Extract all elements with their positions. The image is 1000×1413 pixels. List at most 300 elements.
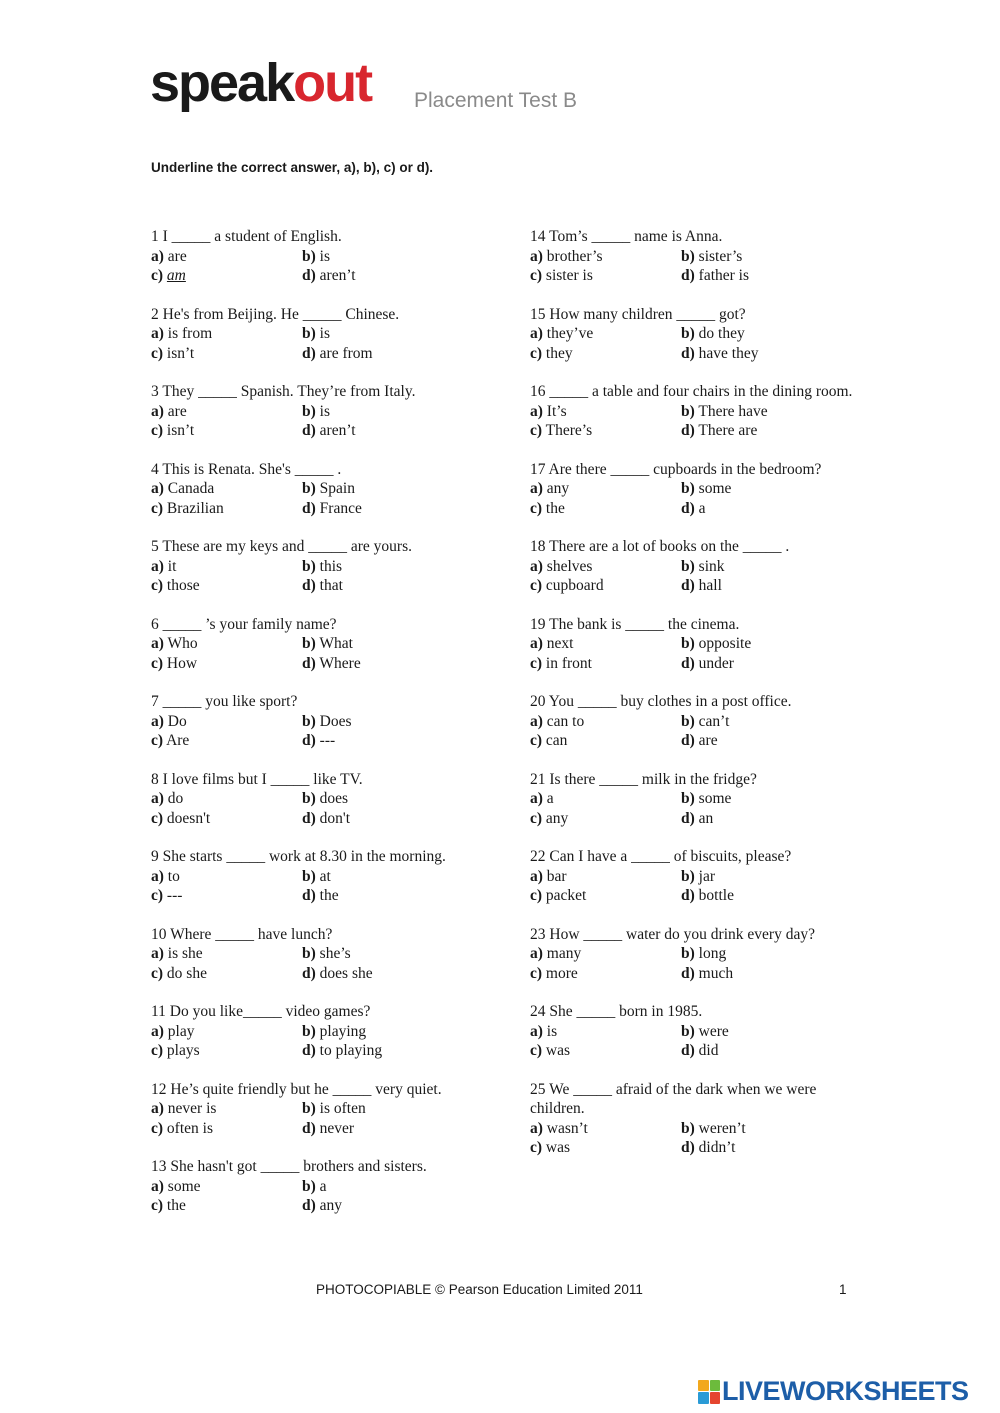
answer-option-c[interactable]: [151, 1041, 302, 1061]
option-letter: b): [302, 945, 316, 962]
question-item: [151, 305, 481, 364]
option-text: Brazilian: [166, 499, 224, 517]
question-stem: 6 _____ ’s your family name?: [151, 615, 337, 633]
answer-option-a[interactable]: [530, 944, 681, 964]
answer-option-a[interactable]: [530, 1022, 681, 1042]
option-letter: a): [530, 1119, 543, 1137]
answer-option-c[interactable]: [151, 964, 302, 984]
option-text: sister’s: [698, 247, 743, 265]
option-letter: c): [530, 809, 543, 827]
option-text: sink: [698, 557, 725, 575]
option-text: didn’t: [698, 1139, 736, 1156]
answer-option-a[interactable]: [151, 1099, 302, 1119]
question-item: [151, 692, 481, 751]
option-text: in front: [545, 654, 592, 672]
option-text: jar: [698, 867, 716, 885]
question-item: [151, 1157, 481, 1216]
option-text: can’t: [698, 712, 730, 730]
answer-option-d[interactable]: [681, 344, 851, 364]
option-text: does she: [319, 964, 373, 982]
option-letter: a): [530, 635, 543, 652]
answer-options: [151, 247, 481, 286]
answer-option-b[interactable]: [302, 247, 472, 267]
option-text: Do: [167, 712, 187, 730]
answer-option-c[interactable]: [530, 1041, 681, 1061]
answer-option-b[interactable]: [681, 1022, 851, 1042]
option-text: bar: [546, 867, 567, 885]
question-stem: 11 Do you like_____ video games?: [151, 1003, 371, 1020]
option-letter: a): [530, 557, 543, 575]
answer-option-b[interactable]: [302, 1099, 472, 1119]
answer-option-b[interactable]: [681, 1119, 851, 1139]
answer-option-a[interactable]: [530, 479, 681, 499]
option-text: more: [545, 964, 578, 982]
answer-option-c[interactable]: [151, 886, 302, 906]
answer-option-a[interactable]: [151, 944, 302, 964]
answer-option-b[interactable]: [681, 867, 851, 887]
answer-options: [530, 944, 860, 983]
answer-option-d[interactable]: [302, 886, 472, 906]
answer-option-a[interactable]: [151, 789, 302, 809]
option-letter: c): [151, 1197, 164, 1214]
option-text: opposite: [698, 635, 752, 652]
option-letter: d): [302, 809, 316, 827]
option-letter: d): [681, 1042, 695, 1059]
option-letter: b): [302, 1100, 316, 1117]
page-subtitle: Placement Test B: [414, 89, 578, 112]
option-text: do she: [166, 964, 207, 982]
question-item: [530, 925, 860, 984]
answer-options: [530, 1022, 860, 1061]
option-letter: c): [530, 654, 543, 672]
option-text: is: [319, 325, 331, 342]
option-text: some: [698, 790, 732, 807]
option-text: is she: [167, 945, 203, 962]
answer-options: [151, 479, 481, 518]
option-text: There’s: [545, 422, 593, 439]
answer-option-b[interactable]: [681, 557, 851, 577]
option-letter: d): [302, 344, 316, 362]
option-text: did: [698, 1042, 719, 1059]
question-stem: 10 Where _____ have lunch?: [151, 925, 333, 943]
option-text: can: [545, 732, 568, 749]
answer-option-a[interactable]: [151, 867, 302, 887]
option-text: aren’t: [319, 422, 356, 439]
answer-option-b[interactable]: [681, 247, 851, 267]
option-letter: d): [302, 422, 316, 439]
logo-tile: [698, 1380, 709, 1392]
answer-option-b[interactable]: [302, 402, 472, 422]
option-text: next: [546, 635, 574, 652]
answer-option-a[interactable]: [151, 402, 302, 422]
option-letter: d): [681, 964, 695, 982]
option-text: Spain: [319, 480, 355, 497]
option-letter: d): [681, 887, 695, 904]
answer-option-b[interactable]: [681, 634, 851, 654]
answer-option-d[interactable]: [681, 809, 851, 829]
answer-option-c[interactable]: [530, 886, 681, 906]
option-text: weren’t: [698, 1119, 746, 1137]
answer-option-d[interactable]: [681, 654, 851, 674]
answer-option-d[interactable]: [302, 576, 472, 596]
option-letter: a): [151, 1022, 164, 1040]
option-text: some: [167, 1177, 201, 1195]
option-text: wasn’t: [546, 1119, 588, 1137]
option-letter: b): [681, 1022, 695, 1040]
answer-options: [530, 634, 860, 673]
answer-option-a[interactable]: [530, 1119, 681, 1139]
answer-option-c[interactable]: [530, 964, 681, 984]
option-letter: c): [530, 1042, 543, 1059]
option-letter: b): [302, 635, 316, 652]
answer-option-c[interactable]: [530, 344, 681, 364]
option-text: those: [166, 577, 200, 594]
option-text: they’ve: [546, 325, 594, 342]
answer-option-b[interactable]: [681, 789, 851, 809]
option-text: brother’s: [546, 247, 603, 265]
option-letter: d): [302, 1042, 316, 1059]
answer-option-d[interactable]: [681, 266, 851, 286]
answer-option-d[interactable]: [302, 1196, 472, 1216]
question-item: [151, 227, 481, 286]
answer-options: [151, 1099, 481, 1138]
answer-option-d[interactable]: [302, 731, 472, 751]
answer-options: [151, 402, 481, 441]
answer-options: [530, 712, 860, 751]
answer-option-d[interactable]: [302, 1041, 472, 1061]
answer-option-c[interactable]: [151, 731, 302, 751]
option-letter: c): [530, 732, 543, 749]
answer-option-c[interactable]: [151, 344, 302, 364]
answer-option-c[interactable]: [530, 654, 681, 674]
answer-option-d[interactable]: [302, 809, 472, 829]
answer-option-a[interactable]: [151, 712, 302, 732]
question-stem: 17 Are there _____ cupboards in the bedroom?: [530, 460, 822, 478]
option-text: plays: [166, 1042, 200, 1059]
answer-option-c[interactable]: [151, 1196, 302, 1216]
option-text: that: [319, 577, 343, 594]
option-letter: b): [302, 557, 316, 575]
option-text: father is: [698, 267, 750, 284]
option-text: packet: [545, 887, 587, 904]
option-letter: b): [681, 247, 695, 265]
answer-option-d[interactable]: [681, 886, 851, 906]
option-letter: d): [681, 654, 695, 672]
option-letter: c): [151, 654, 164, 672]
answer-option-a[interactable]: [151, 634, 302, 654]
option-letter: a): [151, 325, 164, 342]
option-text: don't: [319, 809, 351, 827]
question-item: [530, 615, 860, 674]
option-letter: c): [151, 422, 164, 439]
option-text: Are: [166, 732, 190, 749]
question-item: [151, 925, 481, 984]
answer-option-a[interactable]: [151, 247, 302, 267]
answer-option-a[interactable]: [151, 479, 302, 499]
option-letter: a): [530, 480, 543, 497]
question-item: [151, 847, 481, 906]
option-text: any: [319, 1197, 343, 1214]
question-stem: 19 The bank is _____ the cinema.: [530, 615, 740, 633]
option-letter: b): [302, 790, 316, 807]
answer-option-a[interactable]: [530, 712, 681, 732]
answer-option-b[interactable]: [302, 479, 472, 499]
option-letter: c): [151, 809, 164, 827]
option-text: do they: [698, 325, 745, 342]
option-text: are: [698, 732, 718, 749]
answer-option-b[interactable]: [681, 402, 851, 422]
question-stem: 2 He's from Beijing. He _____ Chinese.: [151, 305, 400, 323]
option-letter: a): [151, 557, 164, 575]
option-letter: b): [681, 712, 695, 730]
option-letter: c): [530, 577, 543, 594]
answer-option-d[interactable]: [681, 576, 851, 596]
answer-option-d[interactable]: [681, 1041, 851, 1061]
option-letter: d): [681, 499, 695, 517]
option-letter: a): [530, 790, 543, 807]
footer-copyright: PHOTOCOPIABLE © Pearson Education Limited 2011: [316, 1282, 643, 1297]
answer-option-c[interactable]: [151, 809, 302, 829]
option-letter: a): [530, 1022, 543, 1040]
option-text: are: [167, 402, 187, 420]
answer-option-a[interactable]: [530, 557, 681, 577]
option-letter: d): [681, 577, 695, 594]
answer-option-d[interactable]: [681, 1138, 851, 1158]
answer-option-b[interactable]: [302, 789, 472, 809]
answer-option-d[interactable]: [302, 499, 472, 519]
question-item: [151, 382, 481, 441]
answer-option-a[interactable]: [530, 789, 681, 809]
question-stem: 16 _____ a table and four chairs in the dining room.: [530, 383, 853, 400]
option-letter: c): [530, 887, 543, 904]
answer-option-a[interactable]: [151, 1022, 302, 1042]
answer-option-b[interactable]: [302, 1177, 472, 1197]
option-text: never is: [167, 1100, 217, 1117]
option-letter: a): [151, 712, 164, 730]
liveworksheets-watermark: [698, 1378, 969, 1405]
option-text: at: [319, 867, 331, 885]
question-item: [151, 1002, 481, 1061]
option-letter: b): [681, 480, 695, 497]
option-text: often is: [166, 1119, 213, 1137]
answer-option-a[interactable]: [530, 247, 681, 267]
option-letter: d): [302, 654, 316, 672]
option-text: sister is: [545, 267, 593, 284]
answer-option-c[interactable]: [151, 266, 302, 286]
question-stem: 23 How _____ water do you drink every day?: [530, 925, 815, 943]
question-stem: 3 They _____ Spanish. They’re from Italy.: [151, 383, 416, 400]
option-letter: b): [302, 480, 316, 497]
option-text: France: [319, 499, 362, 517]
option-text: is: [319, 402, 331, 420]
option-letter: c): [530, 344, 543, 362]
option-letter: a): [530, 402, 543, 420]
option-text: can to: [546, 712, 585, 730]
answer-option-d[interactable]: [302, 654, 472, 674]
option-text: cupboard: [545, 577, 604, 594]
option-text: some: [698, 480, 732, 497]
option-letter: d): [681, 732, 695, 749]
option-text: There are: [698, 422, 758, 439]
option-text: do: [167, 790, 184, 807]
answer-options: [530, 247, 860, 286]
speakout-logo: [150, 53, 372, 113]
question-item: [530, 770, 860, 829]
answer-option-c[interactable]: [151, 654, 302, 674]
option-text: any: [545, 809, 569, 827]
question-stem: 22 Can I have a _____ of biscuits, please?: [530, 848, 792, 865]
answer-option-c[interactable]: [530, 499, 681, 519]
option-letter: d): [302, 964, 316, 982]
answer-options: [151, 789, 481, 828]
option-letter: d): [302, 887, 316, 904]
answer-option-c[interactable]: [530, 266, 681, 286]
answer-options: [530, 1119, 860, 1158]
option-letter: d): [302, 1197, 316, 1214]
answer-options: [530, 324, 860, 363]
option-text: were: [698, 1022, 729, 1040]
answer-option-a[interactable]: [530, 402, 681, 422]
answer-option-d[interactable]: [302, 344, 472, 364]
answer-option-c[interactable]: [151, 1119, 302, 1139]
option-letter: b): [302, 867, 316, 885]
option-text: isn’t: [166, 422, 195, 439]
answer-option-b[interactable]: [681, 712, 851, 732]
question-stem: 25 We _____ afraid of the dark when we were children.: [530, 1080, 821, 1117]
option-text: is from: [167, 325, 213, 342]
question-item: [151, 537, 481, 596]
answer-option-b[interactable]: [681, 479, 851, 499]
answer-option-c[interactable]: [151, 576, 302, 596]
answer-option-d[interactable]: [302, 1119, 472, 1139]
option-text: to playing: [319, 1042, 383, 1059]
option-letter: c): [530, 499, 543, 517]
answer-option-c[interactable]: [530, 809, 681, 829]
answer-options: [151, 712, 481, 751]
logo-tile: [698, 1392, 709, 1404]
option-text: to: [167, 867, 180, 885]
answer-option-c[interactable]: [151, 421, 302, 441]
answer-option-d[interactable]: [681, 421, 851, 441]
option-letter: a): [151, 945, 164, 962]
question-item: [530, 382, 860, 441]
answer-option-a[interactable]: [530, 867, 681, 887]
option-letter: d): [302, 577, 316, 594]
option-letter: c): [530, 422, 543, 439]
answer-option-d[interactable]: [302, 421, 472, 441]
option-letter: b): [302, 402, 316, 420]
question-item: [530, 847, 860, 906]
option-letter: c): [151, 499, 164, 517]
option-text: long: [698, 945, 727, 962]
option-letter: c): [530, 1139, 543, 1156]
option-letter: d): [302, 267, 316, 284]
option-text: There have: [698, 402, 768, 420]
answer-options: [151, 324, 481, 363]
option-letter: c): [530, 964, 543, 982]
answer-options: [530, 402, 860, 441]
question-item: [530, 1002, 860, 1061]
answer-option-b[interactable]: [302, 634, 472, 654]
question-stem: 7 _____ you like sport?: [151, 693, 298, 710]
option-text: is: [546, 1022, 558, 1040]
option-text: a: [546, 790, 554, 807]
answer-option-d[interactable]: [681, 499, 851, 519]
answer-option-d[interactable]: [681, 964, 851, 984]
answer-option-b[interactable]: [302, 324, 472, 344]
question-item: [530, 305, 860, 364]
option-text: playing: [319, 1022, 367, 1040]
option-letter: a): [151, 480, 164, 497]
option-letter: b): [302, 325, 316, 342]
option-text: play: [167, 1022, 195, 1040]
question-stem: 21 Is there _____ milk in the fridge?: [530, 770, 757, 788]
answer-option-d[interactable]: [681, 731, 851, 751]
question-stem: 18 There are a lot of books on the _____ .: [530, 538, 790, 555]
answer-option-c[interactable]: [530, 421, 681, 441]
answer-option-a[interactable]: [151, 1177, 302, 1197]
option-letter: a): [151, 790, 164, 807]
answer-option-c[interactable]: [530, 576, 681, 596]
question-item: [151, 1080, 481, 1139]
option-text: much: [698, 964, 734, 982]
answer-option-a[interactable]: [530, 634, 681, 654]
instruction-text: Underline the correct answer, a), b), c) or d).: [151, 160, 434, 175]
option-letter: a): [151, 1100, 164, 1117]
answer-option-b[interactable]: [302, 944, 472, 964]
answer-option-d[interactable]: [302, 964, 472, 984]
logo-tile: [710, 1392, 721, 1404]
option-text: an: [698, 809, 714, 827]
question-item: [530, 692, 860, 751]
answer-option-b[interactable]: [302, 1022, 472, 1042]
liveworksheets-text: LIVEWORKSHEETS: [722, 1376, 969, 1406]
option-text: Does: [319, 712, 352, 730]
question-stem: 12 He’s quite friendly but he _____ very quiet.: [151, 1080, 442, 1098]
option-text: bottle: [698, 887, 734, 904]
option-text: she’s: [319, 945, 351, 962]
answer-option-b[interactable]: [302, 867, 472, 887]
question-item: [530, 1080, 860, 1158]
answer-option-b[interactable]: [681, 944, 851, 964]
answer-option-c[interactable]: [530, 731, 681, 751]
logo-speak: speak: [150, 53, 294, 113]
answer-option-d[interactable]: [302, 266, 472, 286]
option-text: was: [545, 1042, 571, 1059]
option-letter: b): [681, 635, 695, 652]
option-letter: d): [681, 267, 695, 284]
answer-option-a[interactable]: [151, 557, 302, 577]
option-text: they: [545, 344, 573, 362]
answer-option-b[interactable]: [302, 712, 472, 732]
option-letter: b): [302, 1177, 316, 1195]
answer-option-c[interactable]: [151, 499, 302, 519]
answer-option-a[interactable]: [530, 324, 681, 344]
answer-option-c[interactable]: [530, 1138, 681, 1158]
option-text: It’s: [546, 402, 567, 420]
question-stem: 9 She starts _____ work at 8.30 in the morning.: [151, 848, 446, 865]
question-stem: 15 How many children _____ got?: [530, 305, 746, 323]
option-text: doesn't: [166, 809, 211, 827]
option-letter: a): [151, 1177, 164, 1195]
answer-option-a[interactable]: [151, 324, 302, 344]
answer-option-b[interactable]: [302, 557, 472, 577]
question-stem: 4 This is Renata. She's _____ .: [151, 460, 342, 478]
option-letter: b): [681, 325, 695, 342]
answer-option-b[interactable]: [681, 324, 851, 344]
answer-options: [530, 789, 860, 828]
questions-right-column: [530, 227, 860, 1177]
